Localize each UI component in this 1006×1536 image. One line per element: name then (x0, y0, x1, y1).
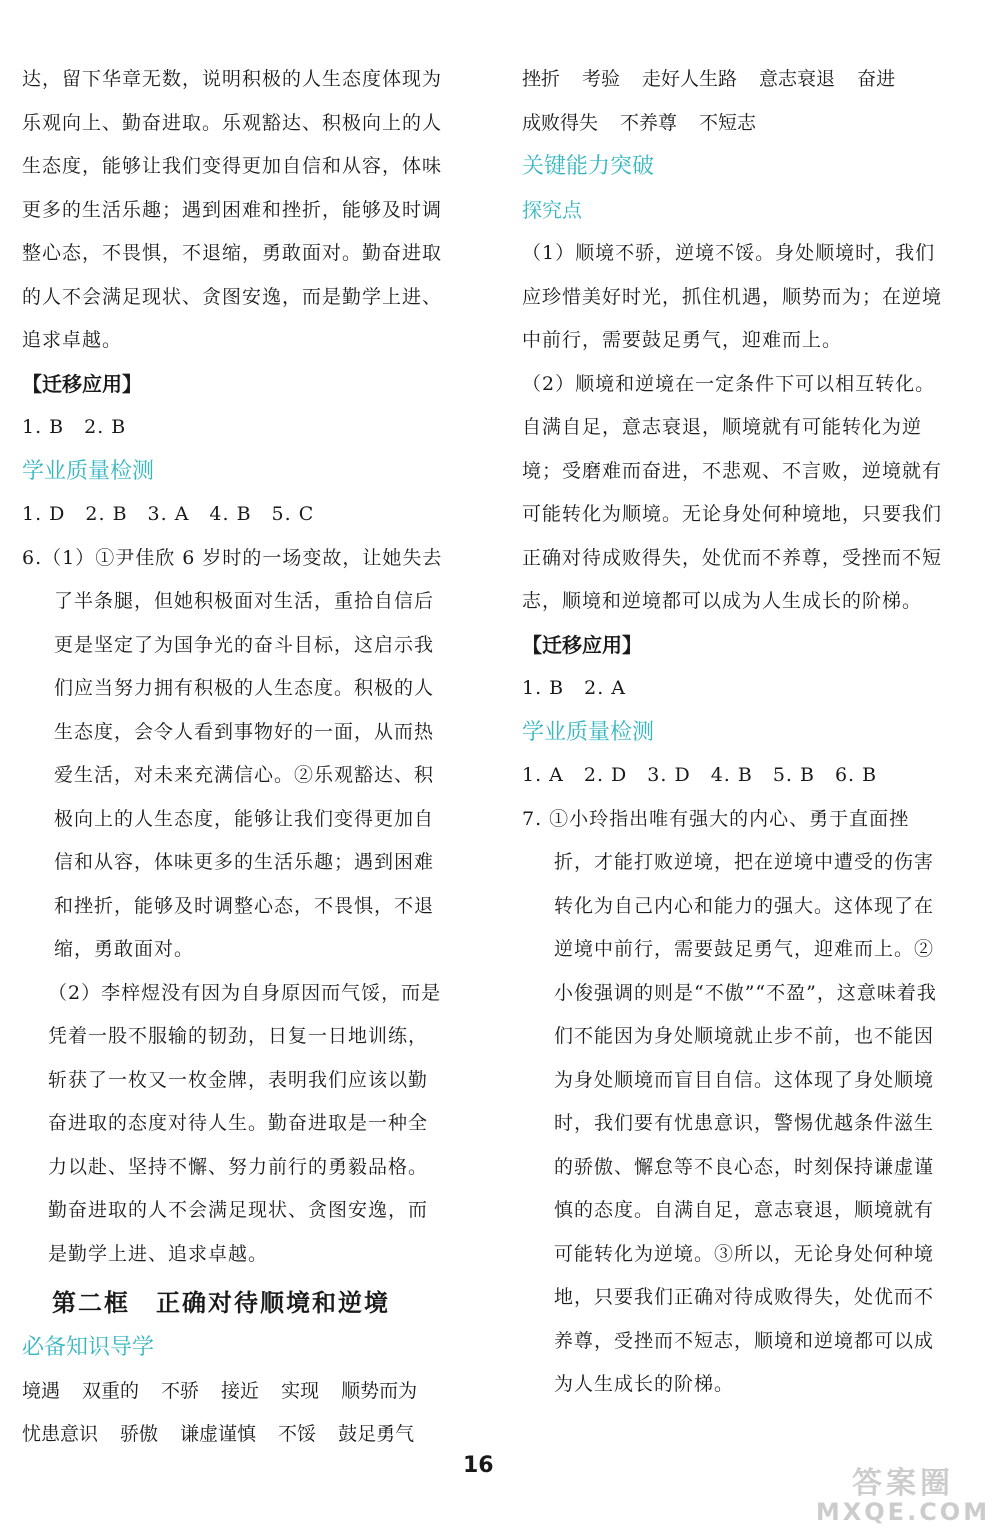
term: 谦虚谨慎 (180, 1423, 257, 1445)
explore-paragraph-2: （2）顺境和逆境在一定条件下可以相互转化。自满自足，意志衰退，顺境就有可能转化为逆境；受磨难而奋进，不悲观、不言败，逆境就有可能转化为顺境。无论身处何种境地，只要我们正确对待成败得失，处优而不养尊，受挫而不短志，顺境和逆境都可以成为人生成长的阶梯。 (522, 372, 943, 612)
term: 成败得失 (522, 111, 599, 134)
term: 实现 (281, 1379, 320, 1402)
term: 骄傲 (120, 1423, 159, 1445)
essential-knowledge-heading: 必备知识导学 (22, 1335, 155, 1360)
terms-row-1 (22, 1370, 446, 1414)
watermark-logo (814, 1458, 992, 1530)
explore-point-heading: 探究点 (522, 197, 582, 222)
migrate-application-heading: 【迁移应用】 (522, 632, 642, 657)
question-6-part-1: 6.（1）①尹佳欣 6 岁时的一场变故，让她失去了半条腿，但她积极面对生活，重拾自信后更是坚定了为国争光的奋斗目标，这启示我们应当努力拥有积极的人生态度。积极的人生态度，会令人看到事物好的一面，从而热爱生活，对未来充满信心。②乐观豁达、积极向上的人生态度，能够让我们变得更加自信和从容，体味更多的生活乐趣；遇到困难和挫折，能够及时调整心态，不畏惧，不退缩，勇敢面对。 (22, 546, 443, 960)
question-7: 7. ①小玲指出唯有强大的内心、勇于直面挫折，才能打败逆境，把在逆境中遭受的伤害转化为自己内心和能力的强大。这体现了在逆境中前行，需要鼓足勇气，迎难而上。②小俊强调的则是“不傲”“不盈”，这意味着我们不能因为身处顺境就止步不前，也不能因为身处顺境而盲目自信。这体现了身处顺境时，我们要有忧患意识，警惕优越条件滋生的骄傲、懈怠等不良心态，时刻保持谦虚谨慎的态度。自满自足，意志衰退，顺境就有可能转化为逆境。③所以，无论身处何种境地，只要我们正确对待成败得失，处优而不养尊，受挫而不短志，顺境和逆境都可以成为人生成长的阶梯。 (522, 807, 937, 1395)
page-number: 16 (463, 1453, 494, 1478)
term: 忧患意识 (22, 1423, 99, 1445)
quality-check-heading: 学业质量检测 (22, 458, 155, 484)
term: 不馁 (278, 1423, 317, 1445)
term: 境遇 (22, 1379, 61, 1402)
term: 顺势而为 (341, 1379, 418, 1402)
section-title: 第二框 正确对待顺境和逆境 (52, 1289, 390, 1317)
term: 意志衰退 (759, 68, 836, 90)
key-ability-heading: 关键能力突破 (522, 154, 655, 179)
watermark-text: 答案圈 (852, 1466, 954, 1501)
watermark-url: MXQE.COM (815, 1498, 991, 1526)
term: 双重的 (82, 1379, 140, 1402)
term: 接近 (221, 1379, 260, 1402)
quality-check-answers: 1. A 2. D 3. D 4. B 5. B 6. B (522, 764, 878, 786)
quality-check-answers: 1. D 2. B 3. A 4. B 5. C (22, 503, 315, 525)
quality-check-heading: 学业质量检测 (522, 719, 655, 745)
right-column (522, 58, 946, 1407)
paragraph-continuation: 达，留下华章无数，说明积极的人生态度体现为乐观向上、勤奋进取。乐观豁达、积极向上的人生态度，能够让我们变得更加自信和从容，体味更多的生活乐趣；遇到困难和挫折，能够及时调整心态，不畏惧，不退缩，勇敢面对。勤奋进取的人不会满足现状、贪图安逸，而是勤学上进、追求卓越。 (22, 68, 443, 351)
question-6-part-2: （2）李梓煜没有因为自身原因而气馁，而是凭着一股不服输的韧劲，日复一日地训练，斩获了一枚又一枚金牌，表明我们应该以勤奋进取的态度对待人生。勤奋进取是一种全力以赴、坚持不懈、努力前行的勇毅品格。勤奋进取的人不会满足现状、贪图安逸，而是勤学上进、追求卓越。 (48, 981, 442, 1265)
term: 奋进 (857, 68, 896, 90)
explore-paragraph-1: （1）顺境不骄，逆境不馁。身处顺境时，我们应珍惜美好时光，抓住机遇，顺势而为；在逆境中前行，需要鼓足勇气，迎难而上。 (522, 242, 943, 351)
migrate-answers: 1. B 2. B (22, 416, 127, 438)
terms-row-4 (522, 102, 946, 146)
term: 不养尊 (620, 111, 678, 134)
term: 鼓足勇气 (338, 1423, 415, 1445)
terms-row-3 (522, 58, 946, 102)
migrate-application-heading: 【迁移应用】 (22, 371, 142, 396)
term: 走好人生路 (642, 68, 738, 90)
left-column (22, 58, 446, 1457)
term: 不短志 (699, 111, 757, 134)
migrate-answers: 1. B 2. A (522, 677, 627, 699)
term: 不骄 (161, 1379, 200, 1402)
term: 挫折 (522, 68, 561, 90)
terms-row-2 (22, 1413, 446, 1457)
term: 考验 (582, 68, 621, 90)
